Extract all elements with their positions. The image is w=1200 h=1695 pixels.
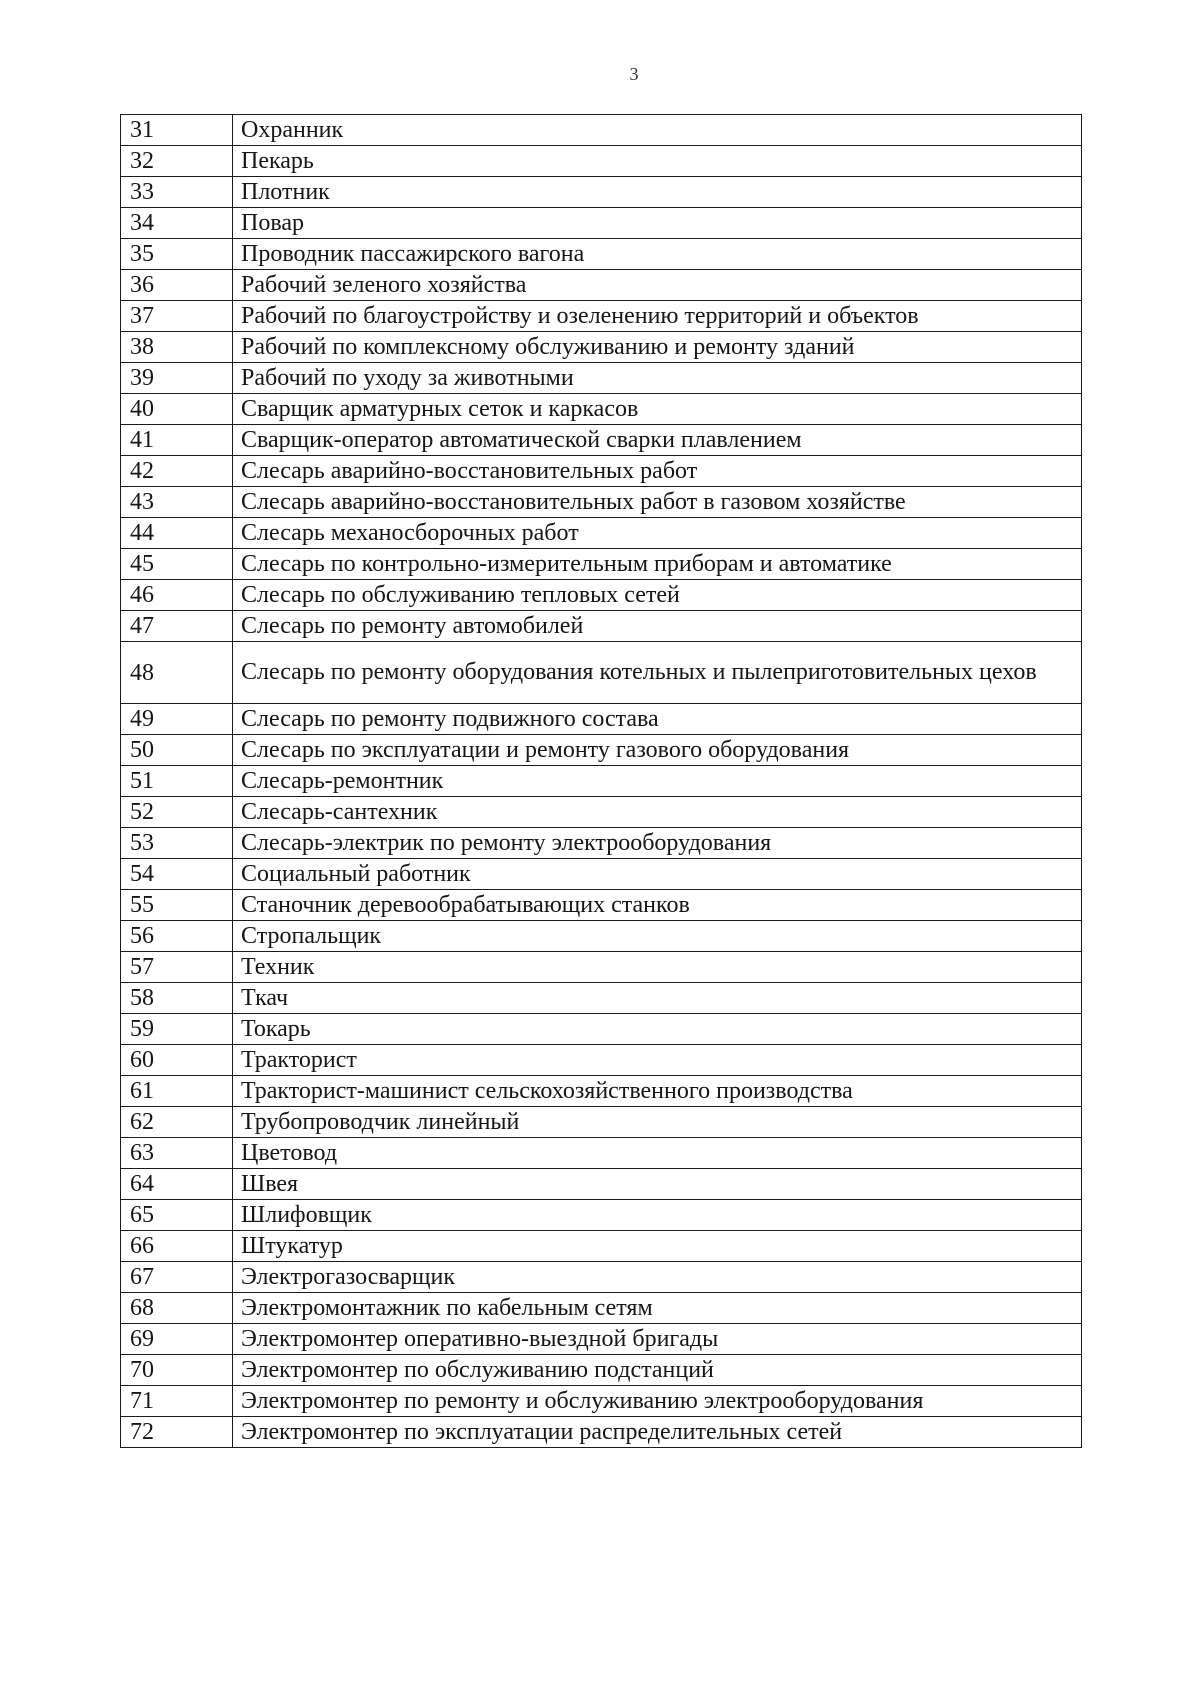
row-number-cell: 60 <box>121 1045 233 1076</box>
row-number-cell: 70 <box>121 1355 233 1386</box>
table-row <box>121 611 1082 642</box>
profession-name-cell: Слесарь по эксплуатации и ремонту газового оборудования <box>233 735 1082 766</box>
profession-name-cell: Слесарь-сантехник <box>233 797 1082 828</box>
profession-name-cell: Рабочий зеленого хозяйства <box>233 270 1082 301</box>
row-number-cell: 54 <box>121 859 233 890</box>
row-number-cell: 47 <box>121 611 233 642</box>
table-row <box>121 828 1082 859</box>
row-number-cell: 32 <box>121 146 233 177</box>
profession-name-cell: Слесарь-ремонтник <box>233 766 1082 797</box>
profession-name-cell: Пекарь <box>233 146 1082 177</box>
profession-name-cell: Электромонтер по эксплуатации распределительных сетей <box>233 1417 1082 1448</box>
table-row <box>121 704 1082 735</box>
table-row <box>121 797 1082 828</box>
row-number-cell: 49 <box>121 704 233 735</box>
profession-name-cell: Охранник <box>233 115 1082 146</box>
profession-name-cell: Рабочий по благоустройству и озеленению территорий и объектов <box>233 301 1082 332</box>
table-row <box>121 580 1082 611</box>
profession-name-cell: Социальный работник <box>233 859 1082 890</box>
table-row <box>121 1169 1082 1200</box>
row-number-cell: 41 <box>121 425 233 456</box>
row-number-cell: 66 <box>121 1231 233 1262</box>
row-number-cell: 62 <box>121 1107 233 1138</box>
row-number-cell: 50 <box>121 735 233 766</box>
profession-name-cell: Техник <box>233 952 1082 983</box>
row-number-cell: 65 <box>121 1200 233 1231</box>
profession-name-cell: Токарь <box>233 1014 1082 1045</box>
row-number-cell: 55 <box>121 890 233 921</box>
table-row <box>121 1231 1082 1262</box>
row-number-cell: 67 <box>121 1262 233 1293</box>
table-row <box>121 735 1082 766</box>
table-row <box>121 1386 1082 1417</box>
row-number-cell: 53 <box>121 828 233 859</box>
row-number-cell: 69 <box>121 1324 233 1355</box>
profession-name-cell: Слесарь по ремонту автомобилей <box>233 611 1082 642</box>
table-row <box>121 394 1082 425</box>
table-row <box>121 549 1082 580</box>
table-row <box>121 1293 1082 1324</box>
row-number-cell: 44 <box>121 518 233 549</box>
profession-name-cell: Проводник пассажирского вагона <box>233 239 1082 270</box>
profession-name-cell: Цветовод <box>233 1138 1082 1169</box>
row-number-cell: 34 <box>121 208 233 239</box>
table-row <box>121 487 1082 518</box>
profession-name-cell: Тракторист <box>233 1045 1082 1076</box>
table-row <box>121 1107 1082 1138</box>
profession-name-cell: Слесарь аварийно-восстановительных работ <box>233 456 1082 487</box>
row-number-cell: 35 <box>121 239 233 270</box>
row-number-cell: 63 <box>121 1138 233 1169</box>
profession-name-cell: Сварщик арматурных сеток и каркасов <box>233 394 1082 425</box>
table-row <box>121 642 1082 704</box>
table-row <box>121 890 1082 921</box>
profession-name-cell: Трубопроводчик линейный <box>233 1107 1082 1138</box>
profession-name-cell: Электрогазосварщик <box>233 1262 1082 1293</box>
profession-name-cell: Слесарь по контрольно-измерительным приборам и автоматике <box>233 549 1082 580</box>
row-number-cell: 43 <box>121 487 233 518</box>
table-row <box>121 983 1082 1014</box>
row-number-cell: 71 <box>121 1386 233 1417</box>
table-row <box>121 1138 1082 1169</box>
profession-name-cell: Стропальщик <box>233 921 1082 952</box>
row-number-cell: 51 <box>121 766 233 797</box>
table-row <box>121 952 1082 983</box>
profession-name-cell: Рабочий по уходу за животными <box>233 363 1082 394</box>
professions-table-body <box>121 115 1082 1448</box>
row-number-cell: 48 <box>121 642 233 704</box>
profession-name-cell: Электромонтажник по кабельным сетям <box>233 1293 1082 1324</box>
row-number-cell: 68 <box>121 1293 233 1324</box>
profession-name-cell: Слесарь по ремонту подвижного состава <box>233 704 1082 735</box>
row-number-cell: 42 <box>121 456 233 487</box>
table-row <box>121 921 1082 952</box>
profession-name-cell: Слесарь механосборочных работ <box>233 518 1082 549</box>
profession-name-cell: Электромонтер оперативно-выездной бригады <box>233 1324 1082 1355</box>
row-number-cell: 64 <box>121 1169 233 1200</box>
profession-name-cell: Слесарь по обслуживанию тепловых сетей <box>233 580 1082 611</box>
row-number-cell: 52 <box>121 797 233 828</box>
profession-name-cell: Швея <box>233 1169 1082 1200</box>
profession-name-cell: Рабочий по комплексному обслуживанию и ремонту зданий <box>233 332 1082 363</box>
row-number-cell: 31 <box>121 115 233 146</box>
table-row <box>121 1076 1082 1107</box>
row-number-cell: 40 <box>121 394 233 425</box>
table-row <box>121 270 1082 301</box>
row-number-cell: 59 <box>121 1014 233 1045</box>
profession-name-cell: Плотник <box>233 177 1082 208</box>
row-number-cell: 37 <box>121 301 233 332</box>
table-row <box>121 1417 1082 1448</box>
row-number-cell: 45 <box>121 549 233 580</box>
row-number-cell: 33 <box>121 177 233 208</box>
profession-name-cell: Сварщик-оператор автоматической сварки плавлением <box>233 425 1082 456</box>
row-number-cell: 58 <box>121 983 233 1014</box>
table-row <box>121 1355 1082 1386</box>
table-row <box>121 1200 1082 1231</box>
row-number-cell: 46 <box>121 580 233 611</box>
table-row <box>121 146 1082 177</box>
table-row <box>121 1262 1082 1293</box>
table-row <box>121 301 1082 332</box>
table-row <box>121 239 1082 270</box>
profession-name-cell: Электромонтер по обслуживанию подстанций <box>233 1355 1082 1386</box>
profession-name-cell: Электромонтер по ремонту и обслуживанию электрооборудования <box>233 1386 1082 1417</box>
table-row <box>121 859 1082 890</box>
table-row <box>121 1014 1082 1045</box>
row-number-cell: 61 <box>121 1076 233 1107</box>
profession-name-cell: Слесарь аварийно-восстановительных работ в газовом хозяйстве <box>233 487 1082 518</box>
table-row <box>121 177 1082 208</box>
profession-name-cell: Слесарь по ремонту оборудования котельных и пылеприготовительных цехов <box>233 642 1082 704</box>
table-row <box>121 766 1082 797</box>
profession-name-cell: Слесарь-электрик по ремонту электрооборудования <box>233 828 1082 859</box>
page-number: 3 <box>629 64 639 84</box>
table-row <box>121 208 1082 239</box>
professions-table <box>120 114 1082 1448</box>
row-number-cell: 39 <box>121 363 233 394</box>
row-number-cell: 38 <box>121 332 233 363</box>
profession-name-cell: Станочник деревообрабатывающих станков <box>233 890 1082 921</box>
table-row <box>121 518 1082 549</box>
table-row <box>121 332 1082 363</box>
table-row <box>121 1324 1082 1355</box>
row-number-cell: 72 <box>121 1417 233 1448</box>
profession-name-cell: Тракторист-машинист сельскохозяйственного производства <box>233 1076 1082 1107</box>
table-row <box>121 1045 1082 1076</box>
row-number-cell: 56 <box>121 921 233 952</box>
profession-name-cell: Ткач <box>233 983 1082 1014</box>
row-number-cell: 57 <box>121 952 233 983</box>
profession-name-cell: Шлифовщик <box>233 1200 1082 1231</box>
row-number-cell: 36 <box>121 270 233 301</box>
profession-name-cell: Штукатур <box>233 1231 1082 1262</box>
table-row <box>121 115 1082 146</box>
table-row <box>121 456 1082 487</box>
table-row <box>121 425 1082 456</box>
table-row <box>121 363 1082 394</box>
profession-name-cell: Повар <box>233 208 1082 239</box>
